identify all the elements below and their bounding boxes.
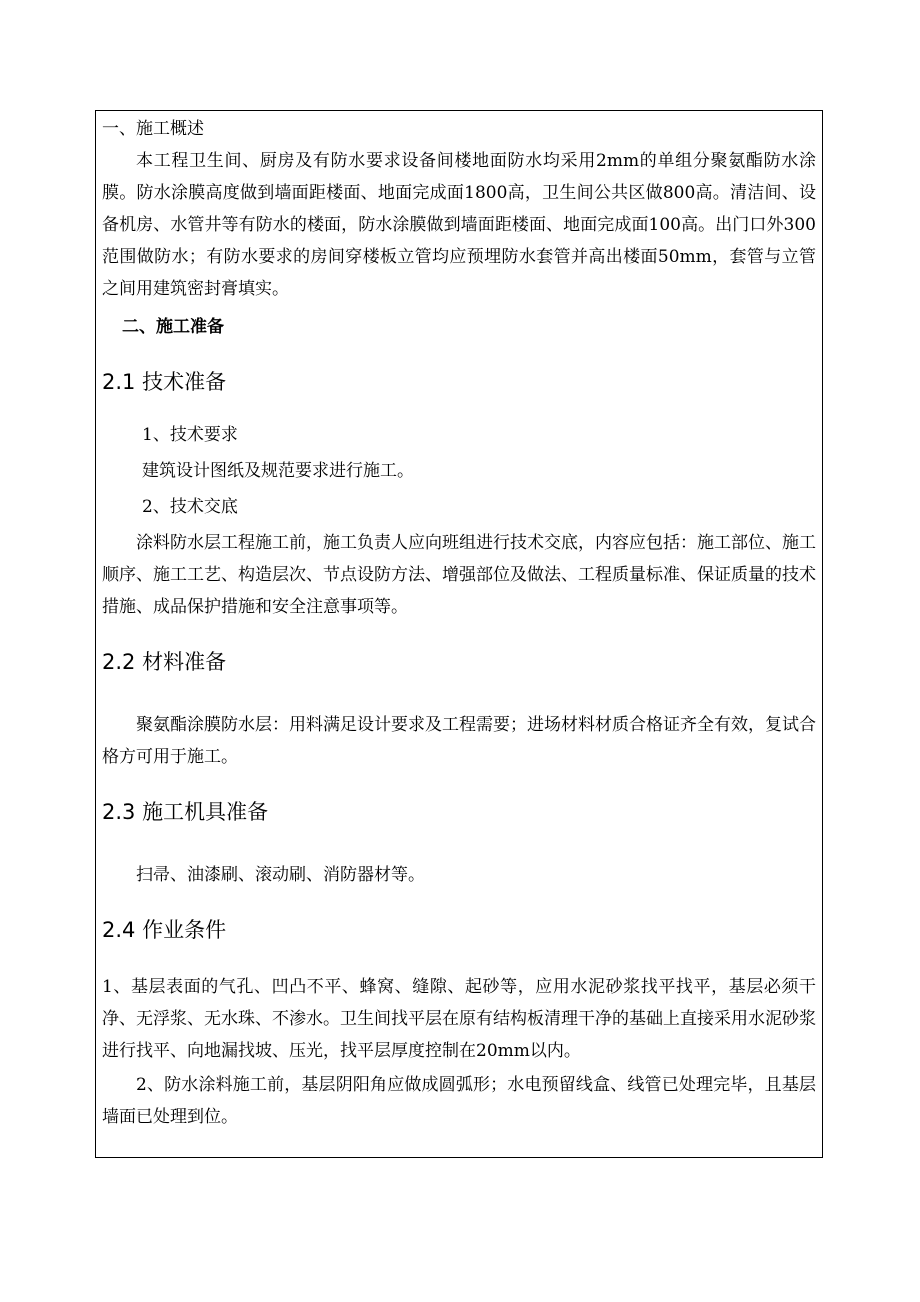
section-2-2-heading: 2.2 材料准备 [102,650,227,674]
section-2-3-body: 扫帚、油漆刷、滚动刷、消防器材等。 [136,865,425,885]
section-2-3-heading: 2.3 施工机具准备 [102,800,269,824]
section-2-4-body-2: 2、防水涂料施工前，基层阴阳角应做成圆弧形；水电预留线盒、线管已处理完毕，且基层墙面已处理到位。 [102,1075,816,1127]
section-2-heading: 二、施工准备 [122,317,224,337]
section-1-body: 本工程卫生间、厨房及有防水要求设备间楼地面防水均采用2mm的单组分聚氨酯防水涂膜。防水涂膜高度做到墙面距楼面、地面完成面1800高，卫生间公共区做800高。清洁间、设备机房、水管井等有防水的楼面，防水涂膜做到墙面距楼面、地面完成面100高。出门口外300范围做防水；有防水要求的房间穿楼板立管均应预埋防水套管并高出楼面50mm，套管与立管之间用建筑密封膏填实。 [102,151,816,299]
document-content [102,111,816,1133]
item-2-body: 涂料防水层工程施工前，施工负责人应向班组进行技术交底，内容应包括：施工部位、施工顺序、施工工艺、构造层次、节点设防方法、增强部位及做法、工程质量标准、保证质量的技术措施、成品保护措施和安全注意事项等。 [102,533,816,617]
item-1-body: 建筑设计图纸及规范要求进行施工。 [142,461,414,481]
section-2-1-heading: 2.1 技术准备 [102,370,227,394]
document-frame [95,110,823,1158]
section-2-4-heading: 2.4 作业条件 [102,918,227,942]
item-1-title: 1、技术要求 [142,425,238,445]
section-2-4-body-1: 1、基层表面的气孔、凹凸不平、蜂窝、缝隙、起砂等，应用水泥砂浆找平找平，基层必须干净、无浮浆、无水珠、不渗水。卫生间找平层在原有结构板清理干净的基础上直接采用水泥砂浆进行找平、向地漏找坡、压光，找平层厚度控制在20mm以内。 [102,977,816,1061]
section-1-heading: 一、施工概述 [102,119,204,139]
section-2-2-body: 聚氨酯涂膜防水层：用料满足设计要求及工程需要；进场材料材质合格证齐全有效，复试合格方可用于施工。 [102,715,816,767]
item-2-title: 2、技术交底 [142,497,238,517]
